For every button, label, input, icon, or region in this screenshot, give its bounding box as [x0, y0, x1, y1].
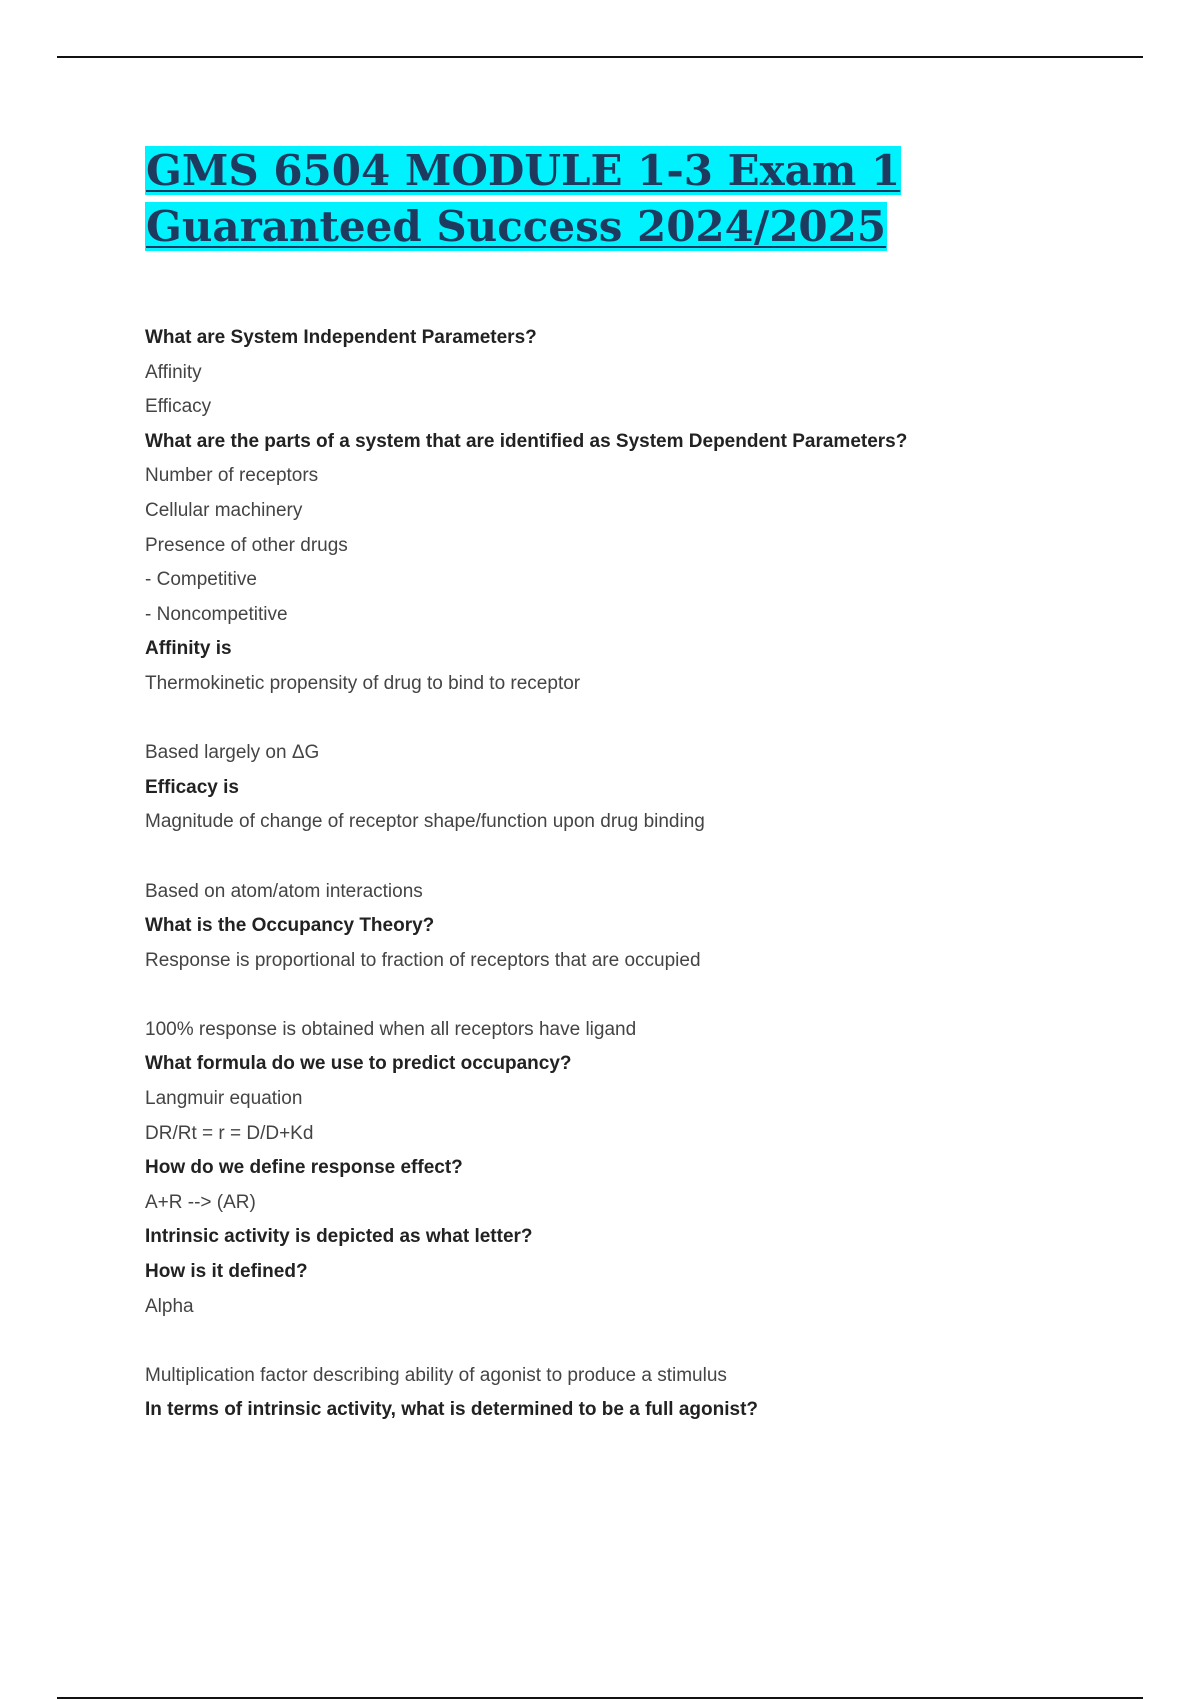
- answer-line: Cellular machinery: [145, 499, 303, 521]
- answer-line: Magnitude of change of receptor shape/function upon drug binding: [145, 811, 705, 833]
- answer-line: A+R --> (AR): [145, 1191, 256, 1213]
- answer-line: Based on atom/atom interactions: [145, 880, 423, 902]
- answer-line: 100% response is obtained when all receptors have ligand: [145, 1018, 637, 1040]
- title-line-2: Guaranteed Success 2024/2025: [146, 202, 887, 251]
- answer-line: Efficacy: [145, 396, 212, 418]
- qa-content: [145, 321, 1105, 1428]
- answer-line: Response is proportional to fraction of receptors that are occupied: [145, 949, 701, 971]
- question-line: What are System Independent Parameters?: [145, 327, 537, 348]
- answer-line: Alpha: [145, 1295, 194, 1317]
- question-line: What formula do we use to predict occupancy?: [145, 1053, 572, 1075]
- answer-line: DR/Rt = r = D/D+Kd: [145, 1122, 314, 1144]
- question-line: What is the Occupancy Theory?: [145, 915, 435, 937]
- question-line: Efficacy is: [145, 776, 239, 798]
- blank-line: [145, 702, 1105, 737]
- question-line: What are the parts of a system that are identified as System Dependent Parameters?: [145, 430, 908, 452]
- answer-line: Based largely on ΔG: [145, 742, 320, 764]
- question-line: Intrinsic activity is depicted as what letter?: [145, 1226, 533, 1248]
- blank-line: [145, 978, 1105, 1013]
- document-title: [145, 143, 901, 255]
- answer-line: Affinity: [145, 361, 202, 383]
- answer-line: Number of receptors: [145, 465, 319, 487]
- question-line: In terms of intrinsic activity, what is determined to be a full agonist?: [145, 1399, 759, 1421]
- blank-line: [145, 840, 1105, 875]
- bottom-rule: [57, 1697, 1143, 1699]
- top-rule: [57, 56, 1143, 58]
- answer-line: Multiplication factor describing ability of agonist to produce a stimulus: [145, 1364, 727, 1386]
- answer-line: Presence of other drugs: [145, 534, 348, 556]
- answer-line: Langmuir equation: [145, 1088, 303, 1110]
- title-line-1: GMS 6504 MODULE 1-3 Exam 1: [146, 146, 901, 195]
- blank-line: [145, 1324, 1105, 1359]
- answer-line: - Noncompetitive: [145, 603, 288, 625]
- answer-line: Thermokinetic propensity of drug to bind to receptor: [145, 672, 581, 694]
- question-line: Affinity is: [145, 638, 232, 660]
- question-line: How is it defined?: [145, 1261, 308, 1283]
- answer-line: - Competitive: [145, 569, 257, 591]
- question-line: How do we define response effect?: [145, 1157, 463, 1179]
